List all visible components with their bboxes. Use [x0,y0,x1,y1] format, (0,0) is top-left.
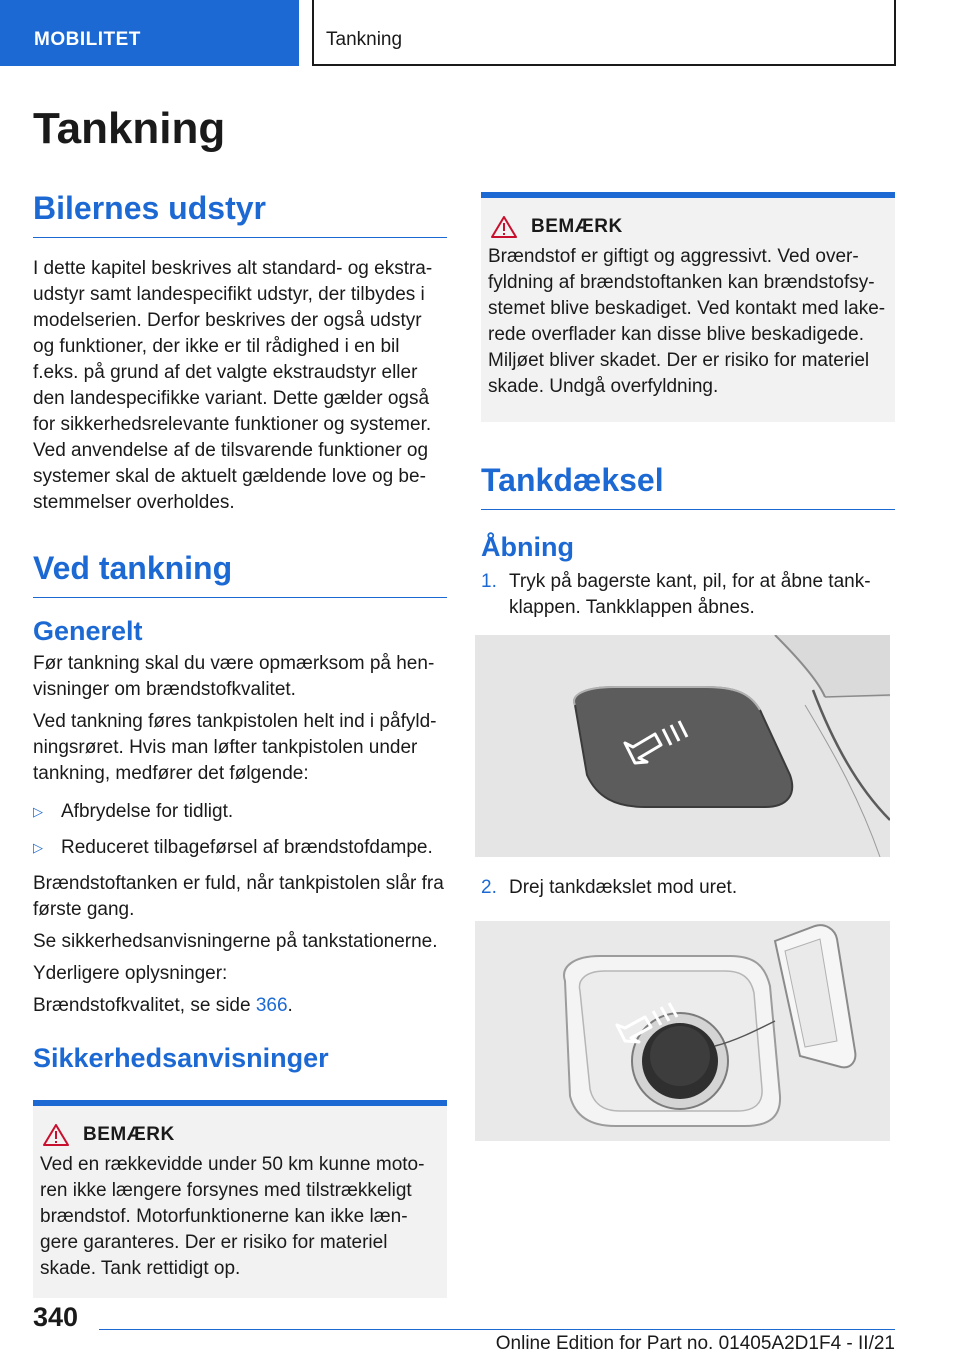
list-item: 1. Tryk på bagerste kant, pil, for at åbne tankklappen. Tankklappen åbnes. [481,571,871,618]
footer-divider [99,1329,895,1330]
figure-fuel-cap [475,921,890,1141]
figure-fuel-flap [475,635,890,857]
notice-label: BEMÆRK [531,216,623,237]
cross-reference: Brændstofkvalitet, se side 366. [33,995,293,1016]
step-number: 1. [481,571,497,592]
equipment-text: I dette kapitel beskrives alt standard- og ekstraudstyr samt landespecifikt udstyr, der tilbydes i modelserien. Derfor beskrives der også udstyr og funktioner, der ikke er til rådighed i en bil f.eks. på grund af det valgte ekstraudstyr eller den landespecifikke variant. Dette gælder også for sikkerhedsrelevante funktioner og systemer. Ved anvendelse af de tilsvarende funktioner og systemer skal de aktuelt gældende love og bestemmelser overholdes. [33,258,433,513]
heading-refuel: Ved tankning [33,550,447,598]
page-title: Tankning [33,104,226,153]
notice-label: BEMÆRK [83,1124,175,1145]
edition-text: Online Edition for Part no. 01405A2D1F4 - II/21 [495,1333,895,1354]
warning-triangle-icon [491,216,517,238]
fuel-cap-illustration [475,921,890,1141]
heading-fuel-cap: Tankdæksel [481,462,895,510]
page-reference-link[interactable]: 366 [255,995,288,1016]
heading-safety: Sikkerhedsanvisninger [33,1043,329,1073]
general-paragraph-1: Før tankning skal du være opmærksom på henvisninger om brændstofkvalitet. [33,653,435,700]
chapter-tab[interactable]: Tankning [312,0,896,66]
steps-list [481,569,895,621]
general-paragraph-3: Brændstoftanken er fuld, når tankpistolen slår fra første gang. [33,873,444,920]
section-tab[interactable]: MOBILITET [0,0,299,66]
notice-header [40,1124,439,1146]
heading-general: Generelt [33,616,143,646]
refuel-bullet-list [33,799,447,861]
heading-opening: Åbning [481,532,574,562]
notice-box [481,192,895,422]
fuel-flap-illustration [475,635,890,857]
list-item: ▷ Reduceret tilbageførsel af brændstofdampe. [33,835,447,861]
notice-box [33,1100,447,1298]
triangle-bullet-icon: ▷ [33,804,43,819]
page-number: 340 [33,1302,79,1332]
steps-list [481,875,895,901]
right-column [481,192,895,1141]
notice-text: Brændstof er giftigt og aggressivt. Ved overfyldning af brændstoftanken kan brændstofsystemet blive beskadiget. Ved kontakt med lakerede overflader kan disse blive beskadigede. Miljøet bliver skadet. Der er risiko for materiel skade. Undgå overfyldning. [488,246,886,397]
triangle-bullet-icon: ▷ [33,840,43,855]
notice-header [488,216,887,238]
general-paragraph-5: Yderligere oplysninger: [33,963,228,984]
general-paragraph-4: Se sikkerhedsanvisningerne på tankstationerne. [33,931,438,952]
page-header [0,0,960,66]
warning-triangle-icon [43,1124,69,1146]
list-item: ▷ Afbrydelse for tidligt. [33,799,447,825]
notice-text: Ved en rækkevidde under 50 km kunne motoren ikke længere forsynes med tilstrækkeligt brændstof. Motorfunktionerne kan ikke længere garanteres. Der er risiko for materiel skade. Tank rettidigt op. [40,1154,425,1279]
general-paragraph-2: Ved tankning føres tankpistolen helt ind i påfyldningsrøret. Hvis man løfter tankpistolen under tankning, medfører det følgende: [33,711,437,784]
list-item: 2. Drej tankdækslet mod uret. [481,875,895,901]
left-column [33,190,447,1298]
step-number: 2. [481,877,497,898]
heading-equipment: Bilernes udstyr [33,190,447,238]
